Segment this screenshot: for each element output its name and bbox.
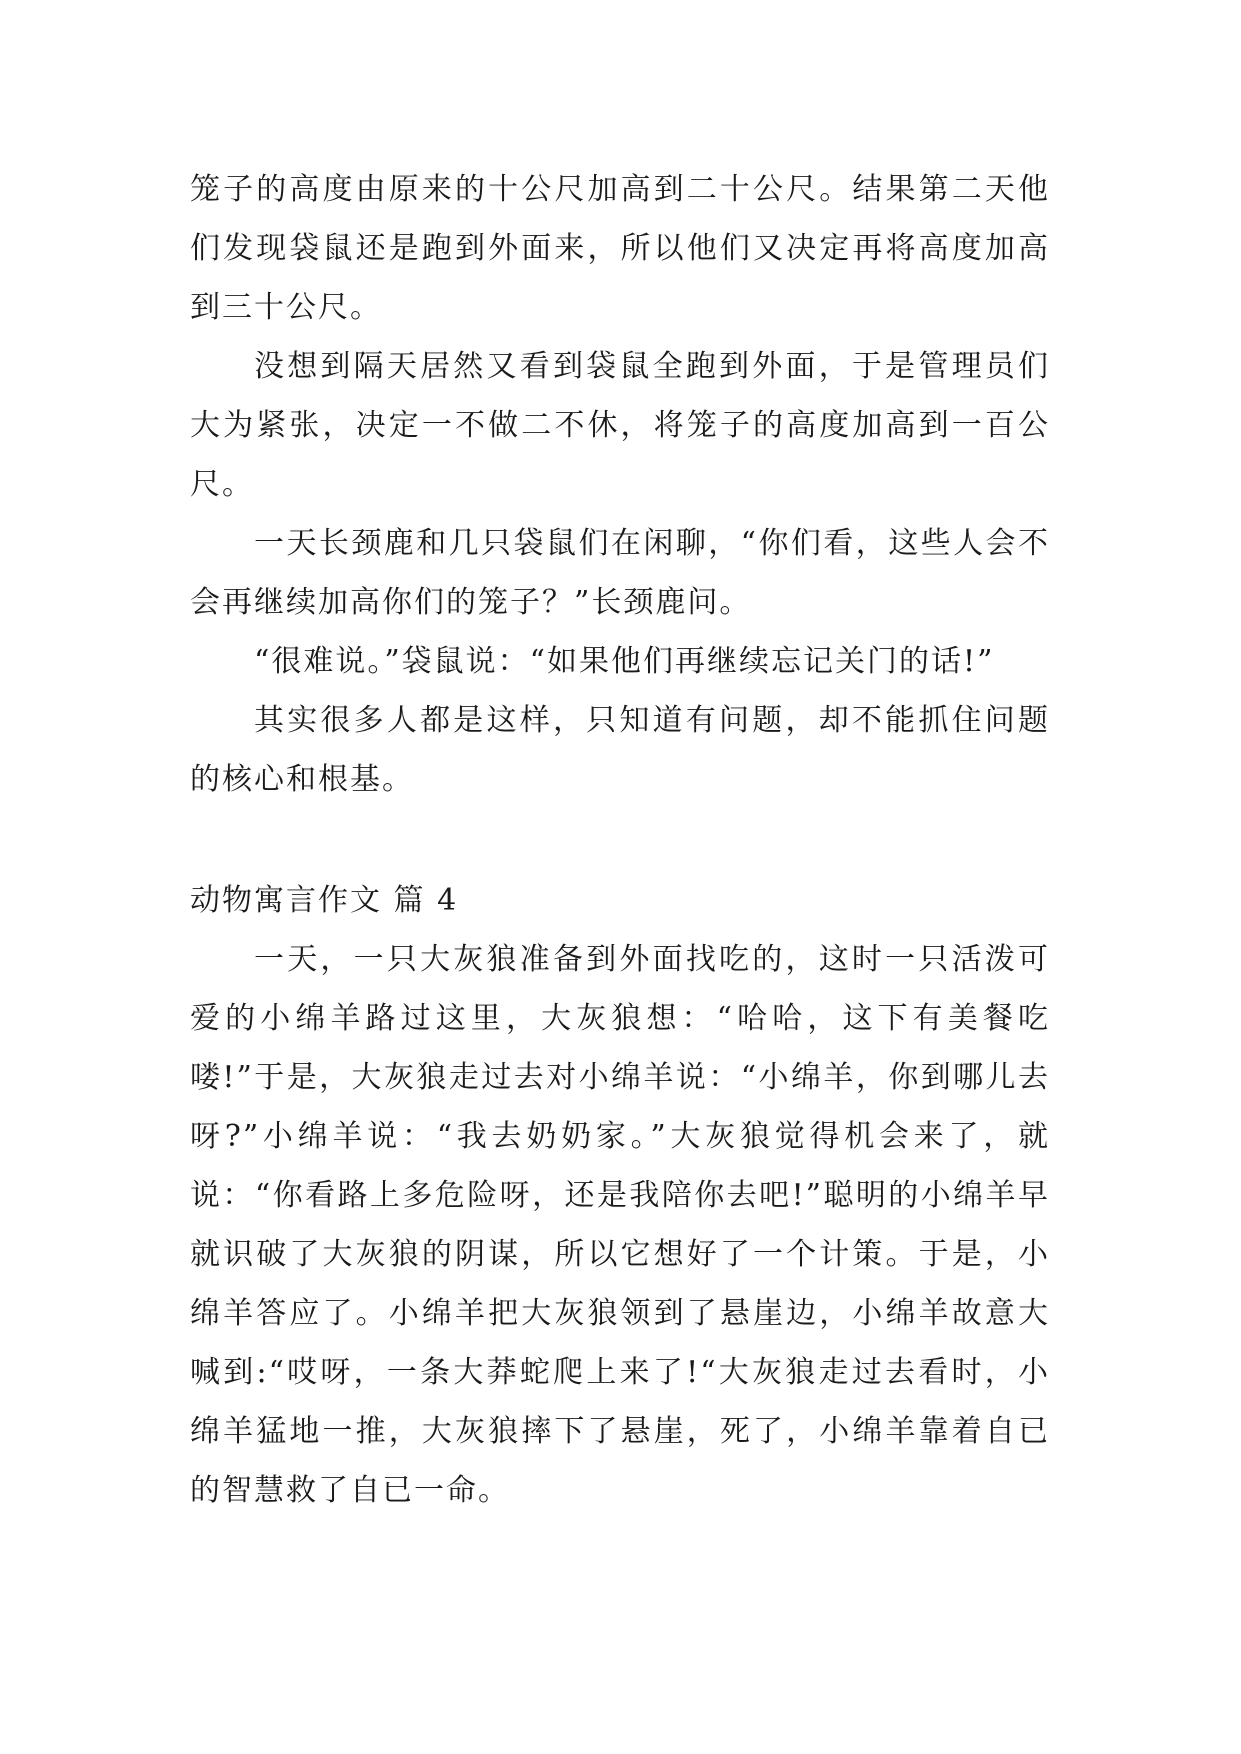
paragraph: 一天长颈鹿和几只袋鼠们在闲聊，“你们看，这些人会不会再继续加高你们的笼子？”长颈鹿问。 <box>190 526 1050 620</box>
section-heading: 动物寓言作文 篇 4 <box>190 883 459 918</box>
document-body <box>190 160 1050 1520</box>
paragraph: 其实很多人都是这样，只知道有问题，却不能抓住问题的核心和根基。 <box>190 703 1050 797</box>
paragraph: “很难说。”袋鼠说：“如果他们再继续忘记关门的话!” <box>254 644 995 679</box>
paragraph-continued: 笼子的高度由原来的十公尺加高到二十公尺。结果第二天他们发现袋鼠还是跑到外面来，所以他们又决定再将高度加高到三十公尺。 <box>190 172 1050 325</box>
paragraph: 一天，一只大灰狼准备到外面找吃的，这时一只活泼可爱的小绵羊路过这里，大灰狼想：“哈哈，这下有美餐吃喽!”于是，大灰狼走过去对小绵羊说：“小绵羊，你到哪儿去呀?”小绵羊说：“我去奶奶家。”大灰狼觉得机会来了，就说：“你看路上多危险呀，还是我陪你去吧!”聪明的小绵羊早就识破了大灰狼的阴谋，所以它想好了一个计策。于是，小绵羊答应了。小绵羊把大灰狼领到了悬崖边，小绵羊故意大喊到:“哎呀，一条大莽蛇爬上来了!“大灰狼走过去看时，小绵羊猛地一推，大灰狼摔下了悬崖，死了，小绵羊靠着自已的智慧救了自已一命。 <box>190 942 1050 1508</box>
paragraph: 没想到隔天居然又看到袋鼠全跑到外面，于是管理员们大为紧张，决定一不做二不休，将笼子的高度加高到一百公尺。 <box>190 349 1050 502</box>
